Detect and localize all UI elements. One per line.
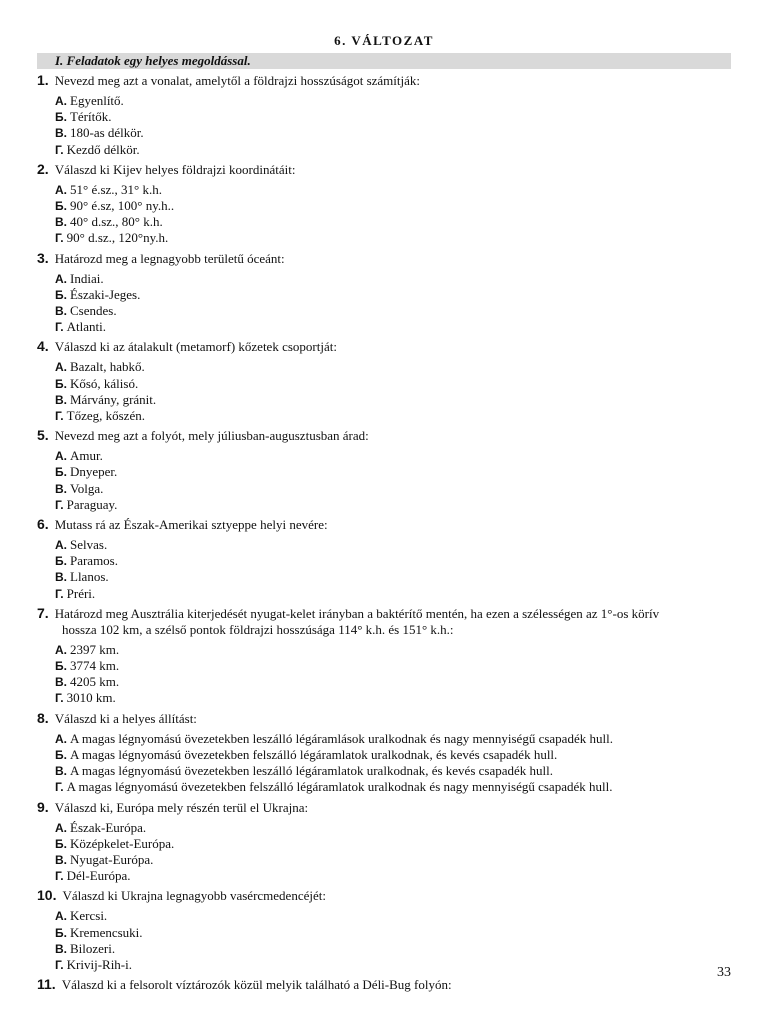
question-text: Válaszd ki Ukrajna legnagyobb vasércmedencéjét: <box>62 888 326 904</box>
question-3 <box>37 250 731 339</box>
option-letter: Б. <box>55 199 67 214</box>
answer-option <box>55 957 731 973</box>
option-letter: A. <box>55 731 67 746</box>
option-text: 3010 km. <box>66 690 116 706</box>
option-letter: Г. <box>55 780 64 795</box>
option-letter: A. <box>55 538 67 553</box>
answer-option <box>55 779 731 795</box>
question-list <box>37 72 731 996</box>
option-letter: Г. <box>55 320 64 335</box>
question-number: 6. <box>37 516 49 533</box>
answer-option <box>55 448 731 464</box>
answer-options <box>37 448 731 513</box>
option-letter: B. <box>55 126 67 141</box>
answer-options <box>37 731 731 796</box>
option-letter: Г. <box>55 869 64 884</box>
option-text: Középkelet-Európa. <box>69 835 175 851</box>
answer-option <box>55 408 731 424</box>
answer-option <box>55 925 731 941</box>
answer-option <box>55 537 731 553</box>
question-row <box>37 976 731 993</box>
option-text: Bilozeri. <box>70 940 116 956</box>
answer-option <box>55 93 731 109</box>
option-text: 2397 km. <box>70 641 120 657</box>
answer-option <box>55 941 731 957</box>
option-text: Dél-Európa. <box>66 868 131 884</box>
answer-option <box>55 109 731 125</box>
question-number: 5. <box>37 427 49 444</box>
answer-options <box>37 820 731 885</box>
option-text: Kercsi. <box>70 908 108 924</box>
question-row <box>37 250 731 267</box>
question-row <box>37 799 731 816</box>
option-text: A magas légnyomású övezetekben leszálló légáramlatok uralkodnak, és kevés csapadék hull. <box>70 763 553 779</box>
variant-title: 6. VÁLTOZAT <box>334 33 434 48</box>
option-letter: Б. <box>55 110 67 125</box>
option-letter: A. <box>55 94 67 108</box>
option-text: Atlanti. <box>66 319 106 335</box>
question-text-continued: hossza 102 km, a szélső pontok földrajzi hosszúsága 114° k.h. és 151° k.h.: <box>62 621 454 637</box>
question-number: 2. <box>37 160 49 177</box>
question-number: 4. <box>37 338 49 355</box>
answer-options <box>37 271 731 336</box>
answer-option <box>55 125 731 141</box>
question-text: Válaszd ki, Európa mely részén terül el Ukrajna: <box>54 799 309 815</box>
option-letter: A. <box>55 360 67 375</box>
option-text: 4205 km. <box>70 674 120 690</box>
answer-option <box>55 271 731 287</box>
option-letter: Б. <box>55 465 67 480</box>
answer-options <box>37 359 731 424</box>
answer-options <box>37 93 731 158</box>
option-text: A magas légnyomású övezetekben felszálló légáramlatok uralkodnak és nagy mennyiségű csapadék hull. <box>66 779 613 795</box>
option-text: Kősó, kálisó. <box>69 375 139 391</box>
question-row <box>37 887 731 904</box>
option-text: 3774 km. <box>69 658 120 674</box>
option-letter: B. <box>55 852 67 867</box>
option-text: Paraguay. <box>66 496 118 512</box>
answer-options <box>37 908 731 973</box>
option-text: Préri. <box>66 585 96 601</box>
question-text: Válaszd ki a felsorolt víztározók közül melyik található a Déli-Bug folyón: <box>61 977 452 993</box>
question-7 <box>37 605 731 710</box>
answer-option <box>55 747 731 763</box>
option-letter: Б. <box>55 925 67 940</box>
question-4 <box>37 338 731 427</box>
option-letter: A. <box>55 642 67 657</box>
option-letter: Г. <box>55 231 64 246</box>
answer-option <box>55 303 731 319</box>
answer-option <box>55 319 731 335</box>
question-number: 9. <box>37 798 49 815</box>
option-text: 90° é.sz, 100° ny.h.. <box>69 198 175 214</box>
option-text: Amur. <box>70 448 103 464</box>
question-5 <box>37 427 731 516</box>
option-text: Paramos. <box>69 553 118 569</box>
question-text: Határozd meg Ausztrália kiterjedését nyugat-kelet irányban a baktérítő mentén, ha ezen a szélességen az 1°-os körív <box>54 605 660 621</box>
question-number: 11. <box>37 976 56 993</box>
answer-option <box>55 868 731 884</box>
option-letter: Г. <box>55 142 64 157</box>
question-row <box>37 710 731 727</box>
option-letter: Б. <box>55 836 67 851</box>
question-1 <box>37 72 731 161</box>
option-letter: A. <box>55 271 67 286</box>
question-11 <box>37 976 731 996</box>
question-row <box>37 338 731 355</box>
question-number: 10. <box>37 887 57 904</box>
answer-options <box>37 537 731 602</box>
question-row <box>37 516 731 533</box>
question-text: Nevezd meg azt a vonalat, amelytől a földrajzi hosszúságot számítják: <box>54 73 421 88</box>
question-6 <box>37 516 731 605</box>
option-text: 180-as délkör. <box>70 125 144 141</box>
answer-option <box>55 731 731 747</box>
option-letter: B. <box>55 392 67 407</box>
option-letter: B. <box>55 764 67 779</box>
answer-option <box>55 142 731 158</box>
option-letter: Г. <box>55 957 64 972</box>
question-text: Mutass rá az Észak-Amerikai sztyeppe helyi nevére: <box>54 517 328 533</box>
option-letter: B. <box>55 941 67 956</box>
option-text: Kezdő délkör. <box>66 141 140 157</box>
answer-options <box>37 642 731 707</box>
page-number: 33 <box>717 965 731 980</box>
option-text: 51° é.sz., 31° k.h. <box>70 181 162 197</box>
option-letter: B. <box>55 675 67 690</box>
option-letter: B. <box>55 481 67 496</box>
option-text: Llanos. <box>70 569 109 585</box>
question-text: Válaszd ki Kijev helyes földrajzi koordinátáit: <box>54 161 296 177</box>
option-text: Bazalt, habkő. <box>70 359 145 375</box>
option-letter: A. <box>55 820 67 835</box>
answer-option <box>55 359 731 375</box>
answer-option <box>55 182 731 198</box>
answer-option <box>55 569 731 585</box>
option-letter: A. <box>55 909 67 924</box>
answer-option <box>55 658 731 674</box>
option-letter: Г. <box>55 586 64 601</box>
question-row <box>37 427 731 444</box>
section-title: I. Feladatok egy helyes megoldással. <box>55 53 251 68</box>
option-text: Egyenlítő. <box>70 93 124 108</box>
question-2 <box>37 161 731 250</box>
question-number: 3. <box>37 249 49 266</box>
question-number: 8. <box>37 709 49 726</box>
question-row <box>37 605 731 622</box>
question-number: 1. <box>37 72 49 88</box>
option-letter: Г. <box>55 497 64 512</box>
answer-option <box>55 287 731 303</box>
question-row <box>37 72 731 89</box>
option-letter: Б. <box>55 376 67 391</box>
option-text: Kremencsuki. <box>69 924 143 940</box>
option-letter: Г. <box>55 409 64 424</box>
option-text: Selvas. <box>70 537 108 553</box>
answer-option <box>55 198 731 214</box>
section-header-bar <box>37 53 731 69</box>
option-letter: Г. <box>55 691 64 706</box>
answer-option <box>55 376 731 392</box>
option-letter: Б. <box>55 659 67 674</box>
answer-option <box>55 763 731 779</box>
answer-option <box>55 852 731 868</box>
option-text: A magas légnyomású övezetekben leszálló légáramlások uralkodnak és nagy mennyiségű csapadék hull. <box>70 730 613 746</box>
option-letter: A. <box>55 449 67 464</box>
option-letter: Б. <box>55 747 67 762</box>
answer-option <box>55 230 731 246</box>
answer-option <box>55 392 731 408</box>
answer-option <box>55 553 731 569</box>
option-text: 40° d.sz., 80° k.h. <box>70 214 163 230</box>
option-text: A magas légnyomású övezetekben felszálló légáramlatok uralkodnak, és kevés csapadék hull. <box>69 746 558 762</box>
option-letter: B. <box>55 215 67 230</box>
question-10 <box>37 887 731 976</box>
answer-options <box>37 182 731 247</box>
question-text: Válaszd ki a helyes állítást: <box>54 710 197 726</box>
question-text: Határozd meg a legnagyobb területű óceánt: <box>54 250 285 266</box>
option-text: Márvány, gránit. <box>70 391 157 407</box>
answer-option <box>55 836 731 852</box>
option-text: Térítők. <box>69 109 112 125</box>
option-text: Nyugat-Európa. <box>70 851 154 867</box>
option-text: Észak-Európa. <box>70 819 147 835</box>
question-number: 7. <box>37 604 49 621</box>
question-row <box>37 161 731 178</box>
question-spacer <box>37 993 731 996</box>
answer-option <box>55 464 731 480</box>
option-letter: B. <box>55 570 67 585</box>
answer-option <box>55 586 731 602</box>
option-text: Csendes. <box>70 303 117 319</box>
option-text: Volga. <box>70 480 104 496</box>
answer-option <box>55 214 731 230</box>
question-9 <box>37 799 731 888</box>
option-letter: Б. <box>55 554 67 569</box>
option-text: Indiai. <box>70 270 104 286</box>
answer-option <box>55 642 731 658</box>
answer-option <box>55 497 731 513</box>
option-text: Dnyeper. <box>69 464 118 480</box>
option-text: 90° d.sz., 120°ny.h. <box>66 230 169 246</box>
answer-option <box>55 908 731 924</box>
answer-option <box>55 820 731 836</box>
question-text: Nevezd meg azt a folyót, mely júliusban-augusztusban árad: <box>54 428 369 444</box>
option-text: Északi-Jeges. <box>69 286 141 302</box>
option-text: Tőzeg, kőszén. <box>66 408 145 424</box>
answer-option <box>55 481 731 497</box>
question-text: Válaszd ki az átalakult (metamorf) kőzetek csoportját: <box>54 339 337 355</box>
option-text: Krivij-Rih-i. <box>66 956 132 972</box>
option-letter: B. <box>55 304 67 319</box>
answer-option <box>55 674 731 690</box>
answer-option <box>55 690 731 706</box>
option-letter: Б. <box>55 287 67 302</box>
question-8 <box>37 710 731 799</box>
option-letter: A. <box>55 182 67 197</box>
